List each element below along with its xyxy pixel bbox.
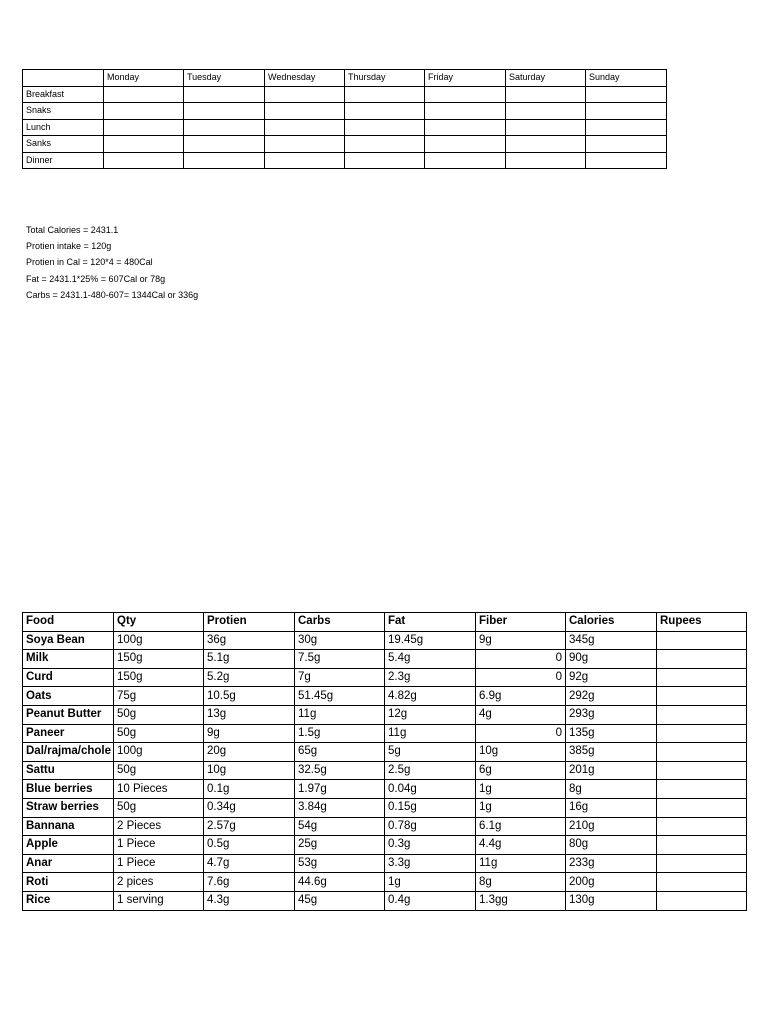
column-header-protien: Protien [204, 613, 295, 632]
table-cell: 130g [566, 891, 657, 910]
table-cell: 9g [204, 724, 295, 743]
food-name-cell: Bannana [23, 817, 114, 836]
table-cell: 5.4g [385, 650, 476, 669]
table-cell [657, 891, 747, 910]
planner-row [23, 136, 667, 153]
meal-label: Snaks [23, 103, 104, 120]
planner-empty-cell [104, 152, 184, 169]
table-cell: 0.04g [385, 780, 476, 799]
table-row [23, 761, 747, 780]
table-cell [657, 668, 747, 687]
planner-empty-cell [345, 119, 425, 136]
table-cell: 200g [566, 873, 657, 892]
food-name-cell: Oats [23, 687, 114, 706]
table-cell: 1.3gg [476, 891, 566, 910]
table-cell: 44.6g [295, 873, 385, 892]
table-row [23, 854, 747, 873]
table-cell: 10g [476, 743, 566, 762]
table-cell: 4g [476, 705, 566, 724]
table-cell: 150g [114, 650, 204, 669]
column-header-food: Food [23, 613, 114, 632]
table-cell [657, 854, 747, 873]
table-cell [657, 798, 747, 817]
table-cell: 100g [114, 743, 204, 762]
table-cell: 6g [476, 761, 566, 780]
table-cell: 210g [566, 817, 657, 836]
table-cell: 25g [295, 836, 385, 855]
planner-empty-cell [104, 103, 184, 120]
planner-empty-cell [586, 136, 667, 153]
table-cell [657, 817, 747, 836]
food-name-cell: Anar [23, 854, 114, 873]
table-row [23, 817, 747, 836]
table-cell: 3.3g [385, 854, 476, 873]
food-name-cell: Sattu [23, 761, 114, 780]
planner-empty-cell [506, 86, 586, 103]
planner-empty-cell [586, 119, 667, 136]
table-cell [657, 687, 747, 706]
table-cell: 233g [566, 854, 657, 873]
food-name-cell: Soya Bean [23, 631, 114, 650]
table-cell: 30g [295, 631, 385, 650]
table-cell: 2 pices [114, 873, 204, 892]
table-row [23, 650, 747, 669]
table-cell: 5.2g [204, 668, 295, 687]
table-cell: 5.1g [204, 650, 295, 669]
table-cell [657, 705, 747, 724]
table-cell: 90g [566, 650, 657, 669]
table-cell: 293g [566, 705, 657, 724]
table-cell: 0.78g [385, 817, 476, 836]
table-cell: 36g [204, 631, 295, 650]
table-row [23, 798, 747, 817]
planner-empty-cell [265, 152, 345, 169]
table-cell [657, 873, 747, 892]
table-cell [657, 836, 747, 855]
table-cell: 4.7g [204, 854, 295, 873]
table-row [23, 743, 747, 762]
table-cell: 4.4g [476, 836, 566, 855]
column-header-carbs: Carbs [295, 613, 385, 632]
table-row [23, 780, 747, 799]
table-cell: 2.5g [385, 761, 476, 780]
table-cell: 1g [476, 798, 566, 817]
table-cell: 50g [114, 761, 204, 780]
table-cell: 75g [114, 687, 204, 706]
table-cell: 7g [295, 668, 385, 687]
table-cell: 201g [566, 761, 657, 780]
table-cell: 9g [476, 631, 566, 650]
table-cell: 10g [204, 761, 295, 780]
calorie-notes [26, 222, 198, 303]
column-header-fat: Fat [385, 613, 476, 632]
food-name-cell: Curd [23, 668, 114, 687]
planner-empty-cell [265, 119, 345, 136]
table-cell: 50g [114, 798, 204, 817]
table-cell: 92g [566, 668, 657, 687]
planner-corner-cell [23, 70, 104, 87]
food-name-cell: Dal/rajma/chole [23, 743, 114, 762]
table-cell: 0 [476, 650, 566, 669]
table-cell [657, 631, 747, 650]
table-cell [657, 780, 747, 799]
food-name-cell: Paneer [23, 724, 114, 743]
weekly-meal-planner-table [22, 69, 667, 169]
planner-empty-cell [265, 86, 345, 103]
table-cell: 385g [566, 743, 657, 762]
food-name-cell: Straw berries [23, 798, 114, 817]
food-table-header-row [23, 613, 747, 632]
table-cell: 20g [204, 743, 295, 762]
table-cell: 45g [295, 891, 385, 910]
table-row [23, 724, 747, 743]
table-cell: 1.5g [295, 724, 385, 743]
table-cell: 1g [385, 873, 476, 892]
day-header-thursday: Thursday [345, 70, 425, 87]
table-cell: 4.3g [204, 891, 295, 910]
table-cell: 0.1g [204, 780, 295, 799]
planner-empty-cell [345, 136, 425, 153]
table-cell: 6.1g [476, 817, 566, 836]
day-header-sunday: Sunday [586, 70, 667, 87]
planner-empty-cell [265, 136, 345, 153]
table-cell: 292g [566, 687, 657, 706]
meal-label: Lunch [23, 119, 104, 136]
planner-empty-cell [184, 119, 265, 136]
planner-empty-cell [425, 136, 506, 153]
planner-empty-cell [425, 86, 506, 103]
table-cell [657, 724, 747, 743]
planner-empty-cell [425, 152, 506, 169]
food-name-cell: Apple [23, 836, 114, 855]
table-cell: 4.82g [385, 687, 476, 706]
table-row [23, 873, 747, 892]
table-cell: 1g [476, 780, 566, 799]
day-header-wednesday: Wednesday [265, 70, 345, 87]
planner-empty-cell [104, 86, 184, 103]
table-cell: 7.5g [295, 650, 385, 669]
table-cell: 80g [566, 836, 657, 855]
table-row [23, 631, 747, 650]
column-header-rupees: Rupees [657, 613, 747, 632]
column-header-calories: Calories [566, 613, 657, 632]
food-name-cell: Rice [23, 891, 114, 910]
table-cell: 345g [566, 631, 657, 650]
planner-empty-cell [265, 103, 345, 120]
column-header-qty: Qty [114, 613, 204, 632]
planner-empty-cell [184, 136, 265, 153]
table-row [23, 687, 747, 706]
day-header-saturday: Saturday [506, 70, 586, 87]
table-cell: 8g [566, 780, 657, 799]
table-cell: 13g [204, 705, 295, 724]
note-line: Fat = 2431.1*25% = 607Cal or 78g [26, 273, 166, 284]
planner-empty-cell [425, 119, 506, 136]
note-line: Carbs = 2431.1-480-607= 1344Cal or 336g [26, 289, 199, 300]
table-cell: 3.84g [295, 798, 385, 817]
food-name-cell: Peanut Butter [23, 705, 114, 724]
table-cell: 53g [295, 854, 385, 873]
day-header-tuesday: Tuesday [184, 70, 265, 87]
table-cell: 0.5g [204, 836, 295, 855]
table-cell: 150g [114, 668, 204, 687]
planner-empty-cell [586, 86, 667, 103]
table-cell: 11g [385, 724, 476, 743]
table-cell: 7.6g [204, 873, 295, 892]
planner-empty-cell [184, 152, 265, 169]
table-cell: 0 [476, 668, 566, 687]
table-row [23, 668, 747, 687]
table-row [23, 891, 747, 910]
table-cell: 32.5g [295, 761, 385, 780]
table-cell: 2.3g [385, 668, 476, 687]
column-header-fiber: Fiber [476, 613, 566, 632]
table-cell: 54g [295, 817, 385, 836]
table-cell: 0.3g [385, 836, 476, 855]
food-name-cell: Blue berries [23, 780, 114, 799]
table-cell: 50g [114, 705, 204, 724]
meal-label: Breakfast [23, 86, 104, 103]
day-header-monday: Monday [104, 70, 184, 87]
table-cell: 2 Pieces [114, 817, 204, 836]
planner-empty-cell [104, 119, 184, 136]
meal-label: Sanks [23, 136, 104, 153]
note-line: Protien intake = 120g [26, 241, 112, 252]
table-cell: 11g [476, 854, 566, 873]
planner-empty-cell [586, 152, 667, 169]
planner-empty-cell [345, 152, 425, 169]
planner-empty-cell [506, 103, 586, 120]
planner-header-row [23, 70, 667, 87]
planner-row [23, 86, 667, 103]
table-cell [657, 650, 747, 669]
planner-empty-cell [345, 103, 425, 120]
table-cell: 1 Piece [114, 854, 204, 873]
table-cell: 0.34g [204, 798, 295, 817]
planner-empty-cell [345, 86, 425, 103]
table-cell: 5g [385, 743, 476, 762]
table-cell [657, 761, 747, 780]
note-line: Protien in Cal = 120*4 = 480Cal [26, 257, 153, 268]
planner-row [23, 152, 667, 169]
table-cell: 65g [295, 743, 385, 762]
table-row [23, 705, 747, 724]
table-cell: 10 Pieces [114, 780, 204, 799]
table-cell: 16g [566, 798, 657, 817]
planner-empty-cell [425, 103, 506, 120]
food-name-cell: Roti [23, 873, 114, 892]
day-header-friday: Friday [425, 70, 506, 87]
table-cell: 8g [476, 873, 566, 892]
table-cell: 2.57g [204, 817, 295, 836]
meal-label: Dinner [23, 152, 104, 169]
table-cell: 51.45g [295, 687, 385, 706]
table-cell: 0 [476, 724, 566, 743]
table-row [23, 836, 747, 855]
planner-row [23, 119, 667, 136]
planner-empty-cell [184, 103, 265, 120]
table-cell: 100g [114, 631, 204, 650]
planner-empty-cell [184, 86, 265, 103]
planner-row [23, 103, 667, 120]
table-cell: 135g [566, 724, 657, 743]
food-nutrition-table [22, 612, 747, 911]
table-cell: 1 Piece [114, 836, 204, 855]
table-cell: 12g [385, 705, 476, 724]
note-line: Total Calories = 2431.1 [26, 225, 119, 235]
table-cell [657, 743, 747, 762]
food-name-cell: Milk [23, 650, 114, 669]
planner-empty-cell [506, 136, 586, 153]
planner-empty-cell [586, 103, 667, 120]
table-cell: 0.15g [385, 798, 476, 817]
table-cell: 10.5g [204, 687, 295, 706]
planner-empty-cell [506, 152, 586, 169]
table-cell: 6.9g [476, 687, 566, 706]
table-cell: 50g [114, 724, 204, 743]
planner-empty-cell [104, 136, 184, 153]
table-cell: 1.97g [295, 780, 385, 799]
planner-empty-cell [506, 119, 586, 136]
table-cell: 11g [295, 705, 385, 724]
table-cell: 0.4g [385, 891, 476, 910]
table-cell: 1 serving [114, 891, 204, 910]
table-cell: 19.45g [385, 631, 476, 650]
